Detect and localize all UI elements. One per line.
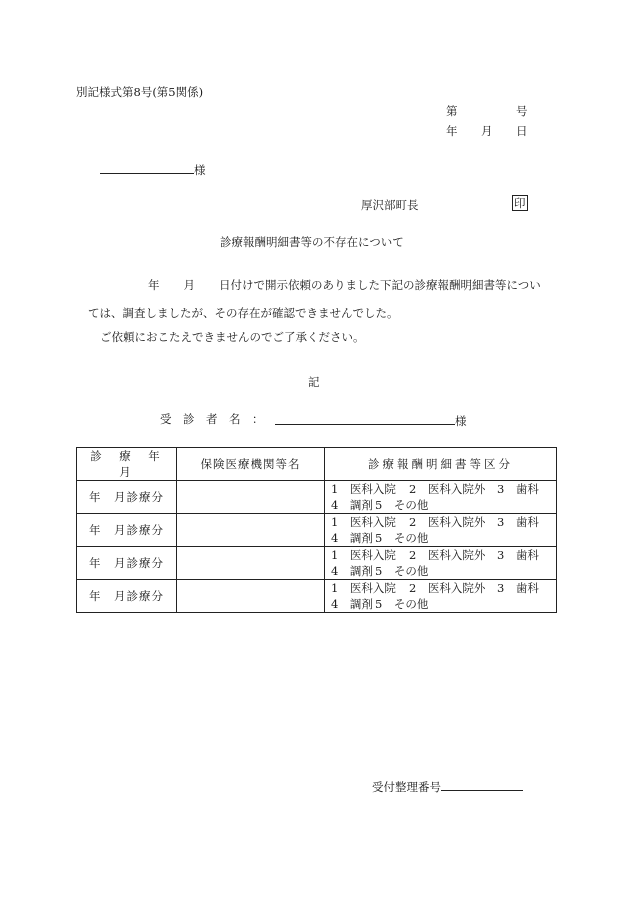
category-option: 2 医科入院外 [409, 515, 486, 529]
category-option: 3 歯科 [497, 515, 539, 529]
body-month: 月 [183, 278, 195, 292]
doc-number-dai: 第 [446, 104, 458, 118]
table-row [77, 580, 557, 613]
category-option: 2 医科入院外 [409, 482, 486, 496]
seal-stamp: 印 [514, 196, 526, 210]
category-option: 4 調剤 [331, 564, 373, 578]
document-title: 診療報酬明細書等の不存在について [220, 235, 404, 249]
date-year: 年 [446, 124, 458, 138]
month-label: 年 月診療分 [89, 523, 164, 537]
body-line-3: ご依頼におこたえできませんのでご了承ください。 [100, 330, 365, 344]
addressee [100, 160, 206, 178]
category-line-2 [331, 596, 556, 612]
institution-cell [177, 481, 325, 514]
claims-table [76, 447, 557, 613]
body-year: 年 [148, 278, 160, 292]
category-cell [325, 514, 557, 547]
institution-cell [177, 580, 325, 613]
table-row [77, 547, 557, 580]
category-cell [325, 481, 557, 514]
month-cell [77, 547, 177, 580]
month-label: 年 月診療分 [89, 556, 164, 570]
category-line-2 [331, 563, 556, 579]
institution-cell [177, 547, 325, 580]
category-option: 2 医科入院外 [409, 548, 486, 562]
patient-name-blank [275, 411, 455, 425]
sender: 厚沢部町長 [361, 198, 419, 212]
category-line-2 [331, 530, 556, 546]
category-option: 5 その他 [375, 498, 429, 512]
category-option: 4 調剤 [331, 597, 373, 611]
body-line-1-text: 日付けで開示依頼のありました下記の診療報酬明細書等につい [219, 278, 541, 292]
table-row [77, 481, 557, 514]
category-cell [325, 580, 557, 613]
category-option: 5 その他 [375, 564, 429, 578]
doc-number-go: 号 [516, 104, 528, 118]
reception-number [372, 777, 523, 795]
category-option: 2 医科入院外 [409, 581, 486, 595]
table-header-row [77, 448, 557, 481]
category-line-1 [331, 547, 556, 563]
category-line-2 [331, 497, 556, 513]
category-option: 3 歯科 [497, 548, 539, 562]
category-line-1 [331, 481, 556, 497]
category-option: 4 調剤 [331, 531, 373, 545]
reception-number-blank [441, 777, 523, 791]
patient-label: 受 診 者 名 ： [160, 412, 264, 426]
month-label: 年 月診療分 [89, 589, 164, 603]
institution-cell [177, 514, 325, 547]
category-option: 3 歯科 [497, 482, 539, 496]
category-cell [325, 547, 557, 580]
category-option: 1 医科入院 [331, 482, 396, 496]
addressee-blank [100, 160, 194, 174]
category-option: 1 医科入院 [331, 515, 396, 529]
header-category: 診療報酬明細書等区分 [325, 448, 557, 481]
body-line-1 [148, 277, 541, 293]
table-row [77, 514, 557, 547]
header-institution: 保険医療機関等名 [177, 448, 325, 481]
category-option: 4 調剤 [331, 498, 373, 512]
category-line-1 [331, 514, 556, 530]
date-day: 日 [516, 124, 528, 138]
category-option: 3 歯科 [497, 581, 539, 595]
form-id: 別記様式第8号(第5関係) [76, 85, 204, 99]
ki-heading: 記 [308, 375, 320, 389]
category-option: 1 医科入院 [331, 548, 396, 562]
seal [512, 195, 528, 211]
category-option: 5 その他 [375, 531, 429, 545]
month-label: 年 月診療分 [89, 490, 164, 504]
date-month: 月 [481, 124, 493, 138]
month-cell [77, 481, 177, 514]
category-line-1 [331, 580, 556, 596]
patient-suffix: 様 [455, 414, 467, 428]
addressee-suffix: 様 [194, 163, 206, 177]
month-cell [77, 514, 177, 547]
category-option: 1 医科入院 [331, 581, 396, 595]
patient-name [275, 411, 467, 429]
body-line-2: ては、調査しましたが、その存在が確認できませんでした。 [88, 306, 399, 320]
category-option: 5 その他 [375, 597, 429, 611]
month-cell [77, 580, 177, 613]
reception-label: 受付整理番号 [372, 780, 441, 794]
header-month: 診 療 年 月 [77, 448, 177, 481]
